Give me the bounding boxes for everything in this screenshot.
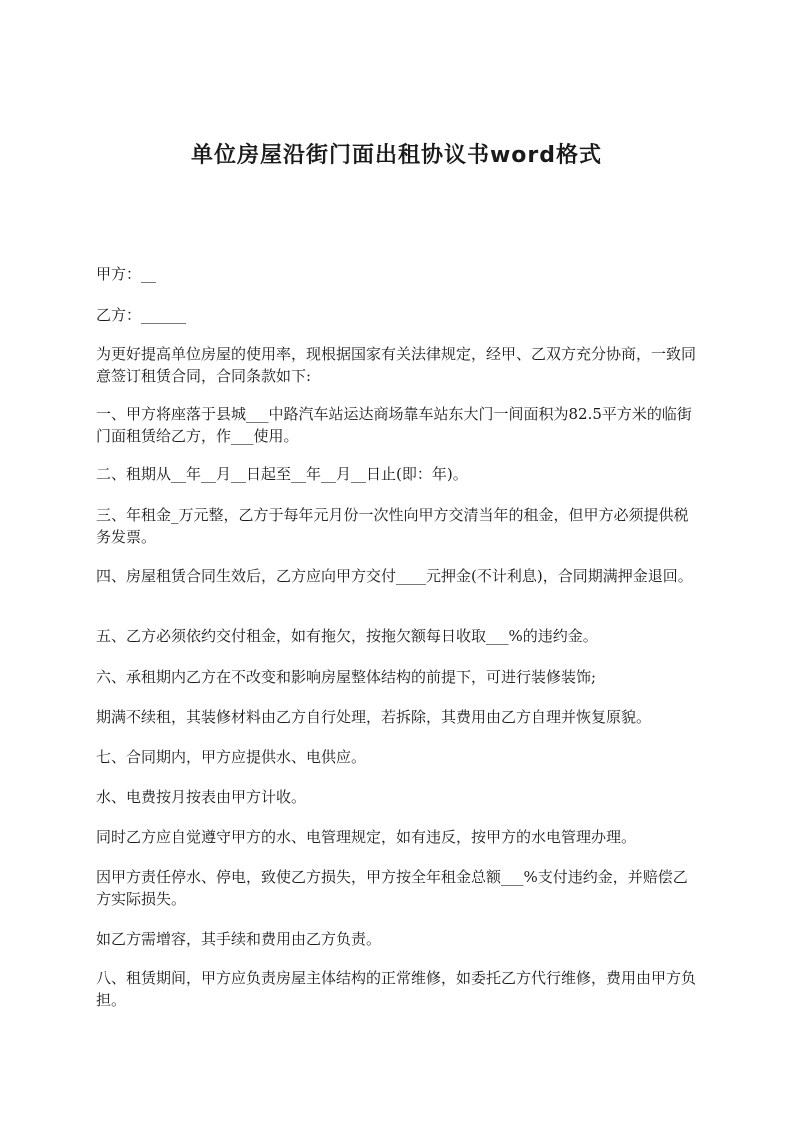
clause-5-paragraph: 五、乙方必须依约交付租金，如有拖欠，按拖欠额每日收取___%的违约金。 [96,627,598,645]
utility-billing-paragraph: 水、电费按月按表由甲方计收。 [96,788,307,806]
utility-rules-paragraph: 同时乙方应自觉遵守甲方的水、电管理规定，如有违反，按甲方的水电管理办理。 [96,828,637,846]
document-title: 单位房屋沿街门面出租协议书word格式 [190,143,603,168]
clause-7-paragraph: 七、合同期内，甲方应提供水、电供应。 [96,748,367,766]
clause-6-paragraph: 六、承租期内乙方在不改变和影响房屋整体结构的前提下，可进行装修装饰; [96,668,597,686]
clause-1-paragraph: 一、甲方将座落于县城___中路汽车站运达商场靠车站东大门一间面积为82.5平方米的临街门面租赁给乙方，作___使用。 [96,405,692,445]
clause-3-paragraph: 三、年租金_万元整，乙方于每年元月份一次性向甲方交清当年的租金，但甲方必须提供税务发票。 [96,506,689,546]
outage-liability-paragraph: 因甲方责任停水、停电，致使乙方损失，甲方按全年租金总额___%支付违约金，并赔偿乙方实际损失。 [96,868,688,908]
clause-4-paragraph: 四、房屋租赁合同生效后，乙方应向甲方交付____元押金(不计利息)，合同期满押金退回。 [96,567,693,585]
preamble-paragraph: 为更好提高单位房屋的使用率，现根据国家有关法律规定，经甲、乙双方充分协商，一致同意签订租赁合同，合同条款如下: [96,345,697,385]
clause-8-paragraph: 八、租赁期间，甲方应负责房屋主体结构的正常维修，如委托乙方代行维修，费用由甲方负担。 [96,969,697,1009]
party-b-line: 乙方：______ [96,306,187,324]
capacity-increase-paragraph: 如乙方需增容，其手续和费用由乙方负责。 [96,930,382,948]
party-a-line: 甲方：__ [96,265,157,283]
clause-2-paragraph: 二、租期从__年__月__日起至__年__月__日止(即：年)。 [96,465,468,483]
clause-6-continuation: 期满不续租，其装修材料由乙方自行处理，若拆除，其费用由乙方自理并恢复原貌。 [96,708,652,726]
